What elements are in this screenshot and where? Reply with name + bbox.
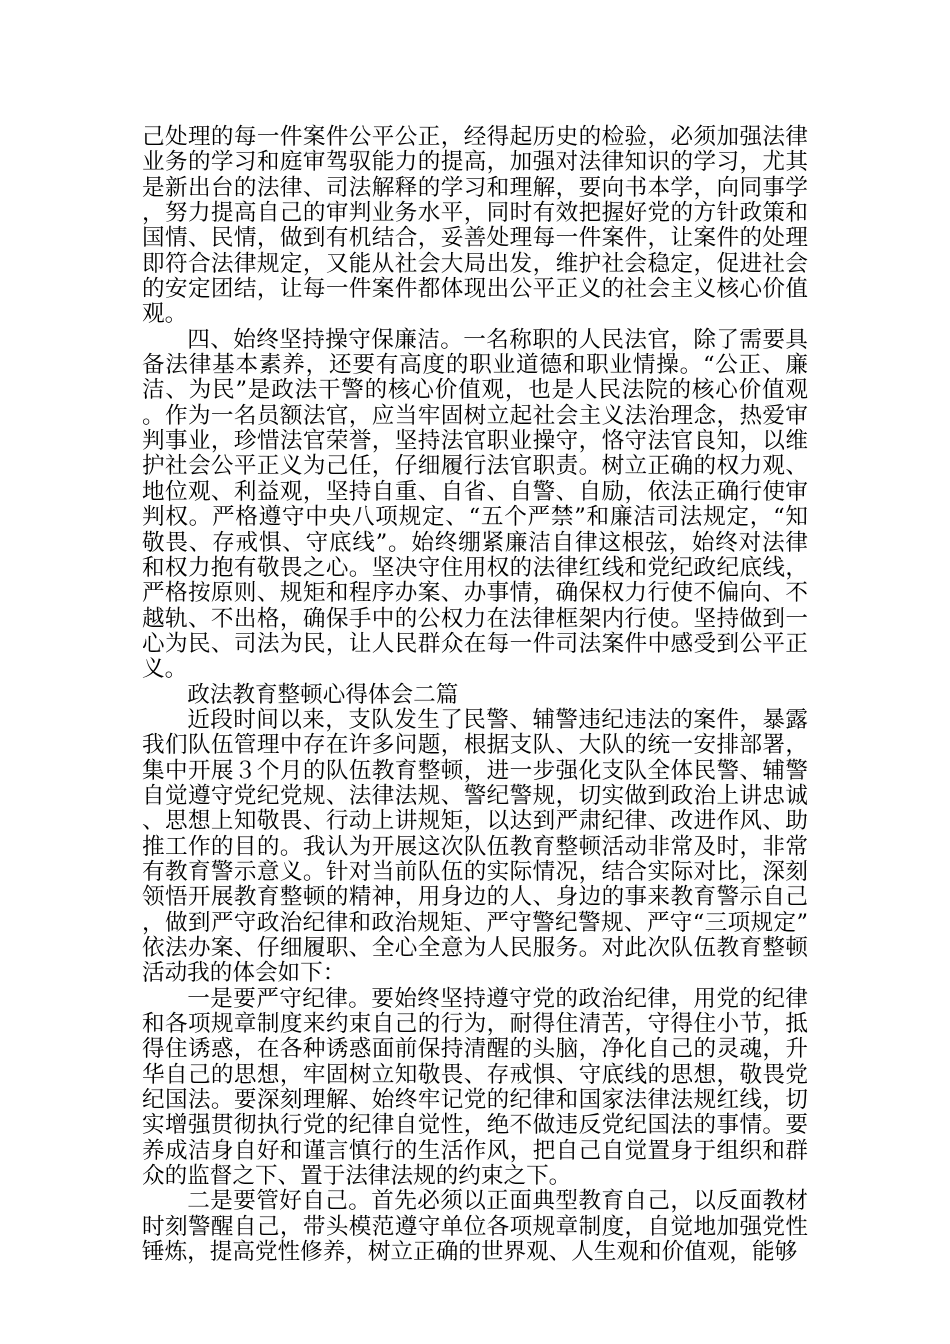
- body-paragraph-discipline: 一是要严守纪律。要始终坚持遵守党的政治纪律，用党的纪律和各项规章制度来约束自己的行为，耐得住清苦，守得住小节，抵得住诱惑，在各种诱惑面前保持清醒的头脑，净化自己的灵魂，升华自己的思想，牢固树立知敬畏、存戒惧、守底线的思想，敬畏党纪国法。要深刻理解、始终牢记党的纪律和国家法律法规红线，切实增强贯彻执行党的纪律自觉性，绝不做违反党纪国法的事情。要养成洁身自好和谨言慎行的生活作风，把自己自觉置身于组织和群众的监督之下、置于法律法规的约束之下。: [142, 985, 808, 1190]
- document-page: [142, 125, 808, 1265]
- body-paragraph-integrity: 四、始终坚持操守保廉洁。一名称职的人民法官，除了需要具备法律基本素养，还要有高度的职业道德和职业情操。“公正、廉洁、为民”是政法干警的核心价值观，也是人民法院的核心价值观。作为一名员额法官，应当牢固树立起社会主义法治理念，热爱审判事业，珍惜法官荣誉，坚持法官职业操守，恪守法官良知，以维护社会公平正义为己任，仔细履行法官职责。树立正确的权力观、地位观、利益观，坚持自重、自省、自警、自励，依法正确行使审判权。严格遵守中央八项规定、“五个严禁”和廉洁司法规定，“知敬畏、存戒惧、守底线”。始终绷紧廉洁自律这根弦，始终对法律和权力抱有敬畏之心。坚决守住用权的法律红线和党纪政纪底线，严格按原则、规矩和程序办案、办事情，确保权力行使不偏向、不越轨、不出格，确保手中的公权力在法律框架内行使。坚持做到一心为民、司法为民，让人民群众在每一件司法案件中感受到公平正义。: [142, 326, 808, 683]
- body-paragraph-continued: 己处理的每一件案件公平公正，经得起历史的检验，必须加强法律业务的学习和庭审驾驭能力的提高，加强对法律知识的学习，尤其是新出台的法律、司法解释的学习和理解，要向书本学，向同事学，努力提高自己的审判业务水平，同时有效把握好党的方针政策和国情、民情，做到有机结合，妥善处理每一件案件，让案件的处理即符合法律规定，又能从社会大局出发，维护社会稳定，促进社会的安定团结，让每一件案件都体现出公平正义的社会主义核心价值观。: [142, 124, 808, 328]
- body-paragraph-self-management: 二是要管好自己。首先必须以正面典型教育自己，以反面教材时刻警醒自己，带头模范遵守单位各项规章制度，自觉地加强党性锤炼，提高党性修养，树立正确的世界观、人生观和价值观，能够: [142, 1188, 808, 1266]
- section-title: 政法教育整顿心得体会二篇: [187, 681, 459, 708]
- body-paragraph-intro: 近段时间以来，支队发生了民警、辅警违纪违法的案件，暴露我们队伍管理中存在许多问题，根据支队、大队的统一安排部署，集中开展３个月的队伍教育整顿，进一步强化支队全体民警、辅警自觉遵守党纪党规、法律法规、警纪警规，切实做到政治上讲忠诚、思想上知敬畏、行动上讲规矩，以达到严肃纪律、改进作风、助推工作的目的。我认为开展这次队伍教育整顿活动非常及时，非常有教育警示意义。针对当前队伍的实际情况，结合实际对比，深刻领悟开展教育整顿的精神，用身边的人、身边的事来教育警示自己，做到严守政治纪律和政治规矩、严守警纪警规、严守“三项规定”依法办案、仔细履职、全心全意为人民服务。对此次队伍教育整顿活动我的体会如下：: [142, 706, 808, 987]
